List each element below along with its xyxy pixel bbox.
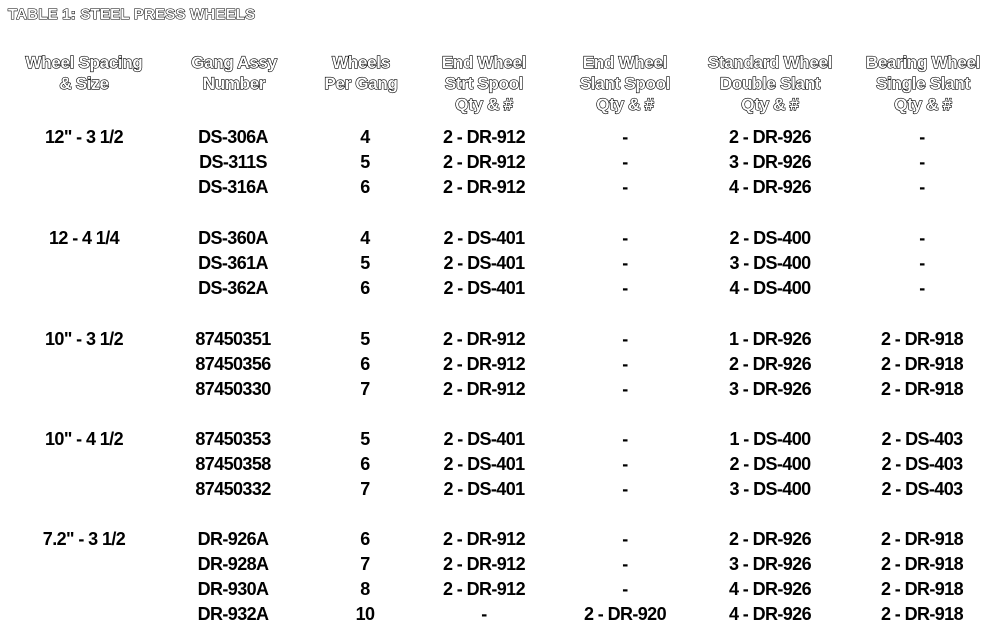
- end-wheel-strt-cell: 2 - DS-401: [443, 429, 525, 449]
- bearing-wheel-cell: -: [919, 127, 925, 147]
- bearing-wheel-cell: 2 - DR-918: [880, 329, 964, 349]
- standard-wheel-cell: 4 - DR-926: [728, 177, 812, 197]
- bearing-wheel-cell: 2 - DR-918: [880, 554, 964, 574]
- end-wheel-strt-cell: 2 - DS-401: [443, 479, 525, 499]
- end-wheel-strt-cell: 2 - DR-912: [442, 354, 526, 374]
- bearing-wheel-cell: 2 - DS-403: [881, 479, 963, 499]
- gang-assy-cell: DS-361A: [198, 253, 268, 273]
- standard-wheel-cell: 2 - DR-926: [728, 127, 812, 147]
- end-wheel-slant-cell: -: [622, 228, 628, 248]
- wheel-spacing-cell: 7.2" - 3 1/2: [42, 529, 126, 549]
- end-wheel-slant-cell: -: [622, 479, 628, 499]
- end-wheel-slant-cell: -: [622, 354, 628, 374]
- header-line: Qty & #: [455, 95, 513, 114]
- bearing-wheel-cell: -: [919, 152, 925, 172]
- header-line: Qty & #: [741, 95, 799, 114]
- end-wheel-slant-cell: -: [622, 454, 628, 474]
- end-wheel-strt-cell: 2 - DR-912: [442, 379, 526, 399]
- gang-assy-cell: DS-316A: [198, 177, 268, 197]
- gang-assy-cell: DR-932A: [197, 604, 269, 624]
- end-wheel-strt-cell: 2 - DR-912: [442, 529, 526, 549]
- header-bearing-wheel-single-slant: [852, 52, 994, 115]
- end-wheel-slant-cell: -: [622, 529, 628, 549]
- end-wheel-slant-cell: -: [622, 177, 628, 197]
- wheels-per-gang-cell: 6: [360, 454, 370, 474]
- header-line: Qty & #: [894, 95, 952, 114]
- standard-wheel-cell: 1 - DR-926: [728, 329, 812, 349]
- end-wheel-slant-cell: -: [622, 127, 628, 147]
- header-gang-assy-number: [176, 52, 292, 94]
- wheels-per-gang-cell: 7: [360, 479, 370, 499]
- gang-assy-cell: DR-930A: [197, 579, 269, 599]
- header-wheels-per-gang: [312, 52, 410, 94]
- header-wheel-spacing: [10, 52, 158, 94]
- header-line: & Size: [59, 74, 109, 93]
- header-line: End Wheel: [441, 53, 527, 72]
- bearing-wheel-cell: -: [919, 228, 925, 248]
- wheel-spacing-cell: 12" - 3 1/2: [45, 127, 123, 147]
- bearing-wheel-cell: -: [919, 278, 925, 298]
- wheels-per-gang-cell: 5: [360, 429, 370, 449]
- standard-wheel-cell: 4 - DR-926: [728, 604, 812, 624]
- header-line: Single Slant: [876, 74, 970, 93]
- gang-assy-cell: 87450351: [195, 329, 271, 349]
- wheels-per-gang-cell: 6: [360, 529, 370, 549]
- wheel-spacing-cell: 12 - 4 1/4: [48, 228, 120, 248]
- end-wheel-strt-cell: -: [481, 604, 487, 624]
- end-wheel-slant-cell: -: [622, 379, 628, 399]
- header-line: Double Slant: [719, 74, 821, 93]
- bearing-wheel-cell: 2 - DR-918: [880, 604, 964, 624]
- end-wheel-strt-cell: 2 - DS-401: [443, 454, 525, 474]
- standard-wheel-cell: 1 - DS-400: [729, 429, 811, 449]
- wheels-per-gang-cell: 5: [360, 253, 370, 273]
- bearing-wheel-cell: -: [919, 253, 925, 273]
- table-title: TABLE 1: STEEL PRESS WHEELS: [8, 6, 256, 23]
- header-end-wheel-strt-spool: [425, 52, 543, 115]
- gang-assy-cell: 87450330: [195, 379, 271, 399]
- end-wheel-strt-cell: 2 - DR-912: [442, 329, 526, 349]
- header-line: Gang Assy: [191, 53, 277, 72]
- wheels-per-gang-cell: 7: [360, 379, 370, 399]
- end-wheel-strt-cell: 2 - DR-912: [442, 177, 526, 197]
- end-wheel-slant-cell: -: [622, 329, 628, 349]
- gang-assy-cell: 87450332: [195, 479, 271, 499]
- wheels-per-gang-cell: 6: [360, 278, 370, 298]
- standard-wheel-cell: 4 - DR-926: [728, 579, 812, 599]
- end-wheel-strt-cell: 2 - DS-401: [443, 228, 525, 248]
- header-line: Wheels: [332, 53, 390, 72]
- gang-assy-cell: DR-928A: [197, 554, 269, 574]
- wheels-per-gang-cell: 4: [360, 127, 370, 147]
- gang-assy-cell: DS-306A: [198, 127, 268, 147]
- gang-assy-cell: 87450353: [195, 429, 271, 449]
- header-line: Standard Wheel: [707, 53, 833, 72]
- bearing-wheel-cell: 2 - DS-403: [881, 429, 963, 449]
- end-wheel-slant-cell: -: [622, 579, 628, 599]
- header-line: Qty & #: [596, 95, 654, 114]
- header-line: Number: [202, 74, 266, 93]
- wheels-per-gang-cell: 5: [360, 152, 370, 172]
- standard-wheel-cell: 3 - DS-400: [729, 253, 811, 273]
- bearing-wheel-cell: 2 - DR-918: [880, 529, 964, 549]
- header-line: Wheel Spacing: [25, 53, 143, 72]
- header-line: Slant Spool: [579, 74, 671, 93]
- end-wheel-slant-cell: -: [622, 429, 628, 449]
- standard-wheel-cell: 3 - DR-926: [728, 379, 812, 399]
- bearing-wheel-cell: 2 - DR-918: [880, 579, 964, 599]
- gang-assy-cell: DS-360A: [198, 228, 268, 248]
- bearing-wheel-cell: -: [919, 177, 925, 197]
- end-wheel-strt-cell: 2 - DR-912: [442, 579, 526, 599]
- header-line: End Wheel: [582, 53, 668, 72]
- gang-assy-cell: DS-362A: [198, 278, 268, 298]
- wheel-spacing-cell: 10" - 4 1/2: [45, 429, 123, 449]
- wheel-spacing-cell: 10" - 3 1/2: [45, 329, 123, 349]
- end-wheel-slant-cell: -: [622, 554, 628, 574]
- end-wheel-slant-cell: -: [622, 152, 628, 172]
- bearing-wheel-cell: 2 - DR-918: [880, 354, 964, 374]
- gang-assy-cell: 87450358: [195, 454, 271, 474]
- standard-wheel-cell: 2 - DR-926: [728, 529, 812, 549]
- standard-wheel-cell: 3 - DR-926: [728, 152, 812, 172]
- header-line: Bearing Wheel: [865, 53, 981, 72]
- bearing-wheel-cell: 2 - DR-918: [880, 379, 964, 399]
- wheels-per-gang-cell: 4: [360, 228, 370, 248]
- header-line: Strt Spool: [444, 74, 524, 93]
- end-wheel-strt-cell: 2 - DS-401: [443, 253, 525, 273]
- gang-assy-cell: DR-926A: [197, 529, 269, 549]
- wheels-per-gang-cell: 6: [360, 354, 370, 374]
- end-wheel-slant-cell: 2 - DR-920: [583, 604, 667, 624]
- end-wheel-strt-cell: 2 - DR-912: [442, 554, 526, 574]
- gang-assy-cell: 87450356: [195, 354, 271, 374]
- wheels-per-gang-cell: 7: [360, 554, 370, 574]
- header-end-wheel-slant-spool: [563, 52, 687, 115]
- end-wheel-slant-cell: -: [622, 278, 628, 298]
- end-wheel-strt-cell: 2 - DS-401: [443, 278, 525, 298]
- end-wheel-slant-cell: -: [622, 253, 628, 273]
- wheels-per-gang-cell: 6: [360, 177, 370, 197]
- end-wheel-strt-cell: 2 - DR-912: [442, 127, 526, 147]
- wheels-per-gang-cell: 10: [355, 604, 375, 624]
- standard-wheel-cell: 3 - DR-926: [728, 554, 812, 574]
- standard-wheel-cell: 3 - DS-400: [729, 479, 811, 499]
- header-line: Per Gang: [324, 74, 398, 93]
- standard-wheel-cell: 2 - DR-926: [728, 354, 812, 374]
- header-standard-wheel-double-slant: [692, 52, 848, 115]
- gang-assy-cell: DS-311S: [199, 152, 267, 172]
- standard-wheel-cell: 4 - DS-400: [729, 278, 811, 298]
- standard-wheel-cell: 2 - DS-400: [729, 454, 811, 474]
- end-wheel-strt-cell: 2 - DR-912: [442, 152, 526, 172]
- wheels-per-gang-cell: 8: [360, 579, 370, 599]
- bearing-wheel-cell: 2 - DS-403: [881, 454, 963, 474]
- wheels-per-gang-cell: 5: [360, 329, 370, 349]
- standard-wheel-cell: 2 - DS-400: [729, 228, 811, 248]
